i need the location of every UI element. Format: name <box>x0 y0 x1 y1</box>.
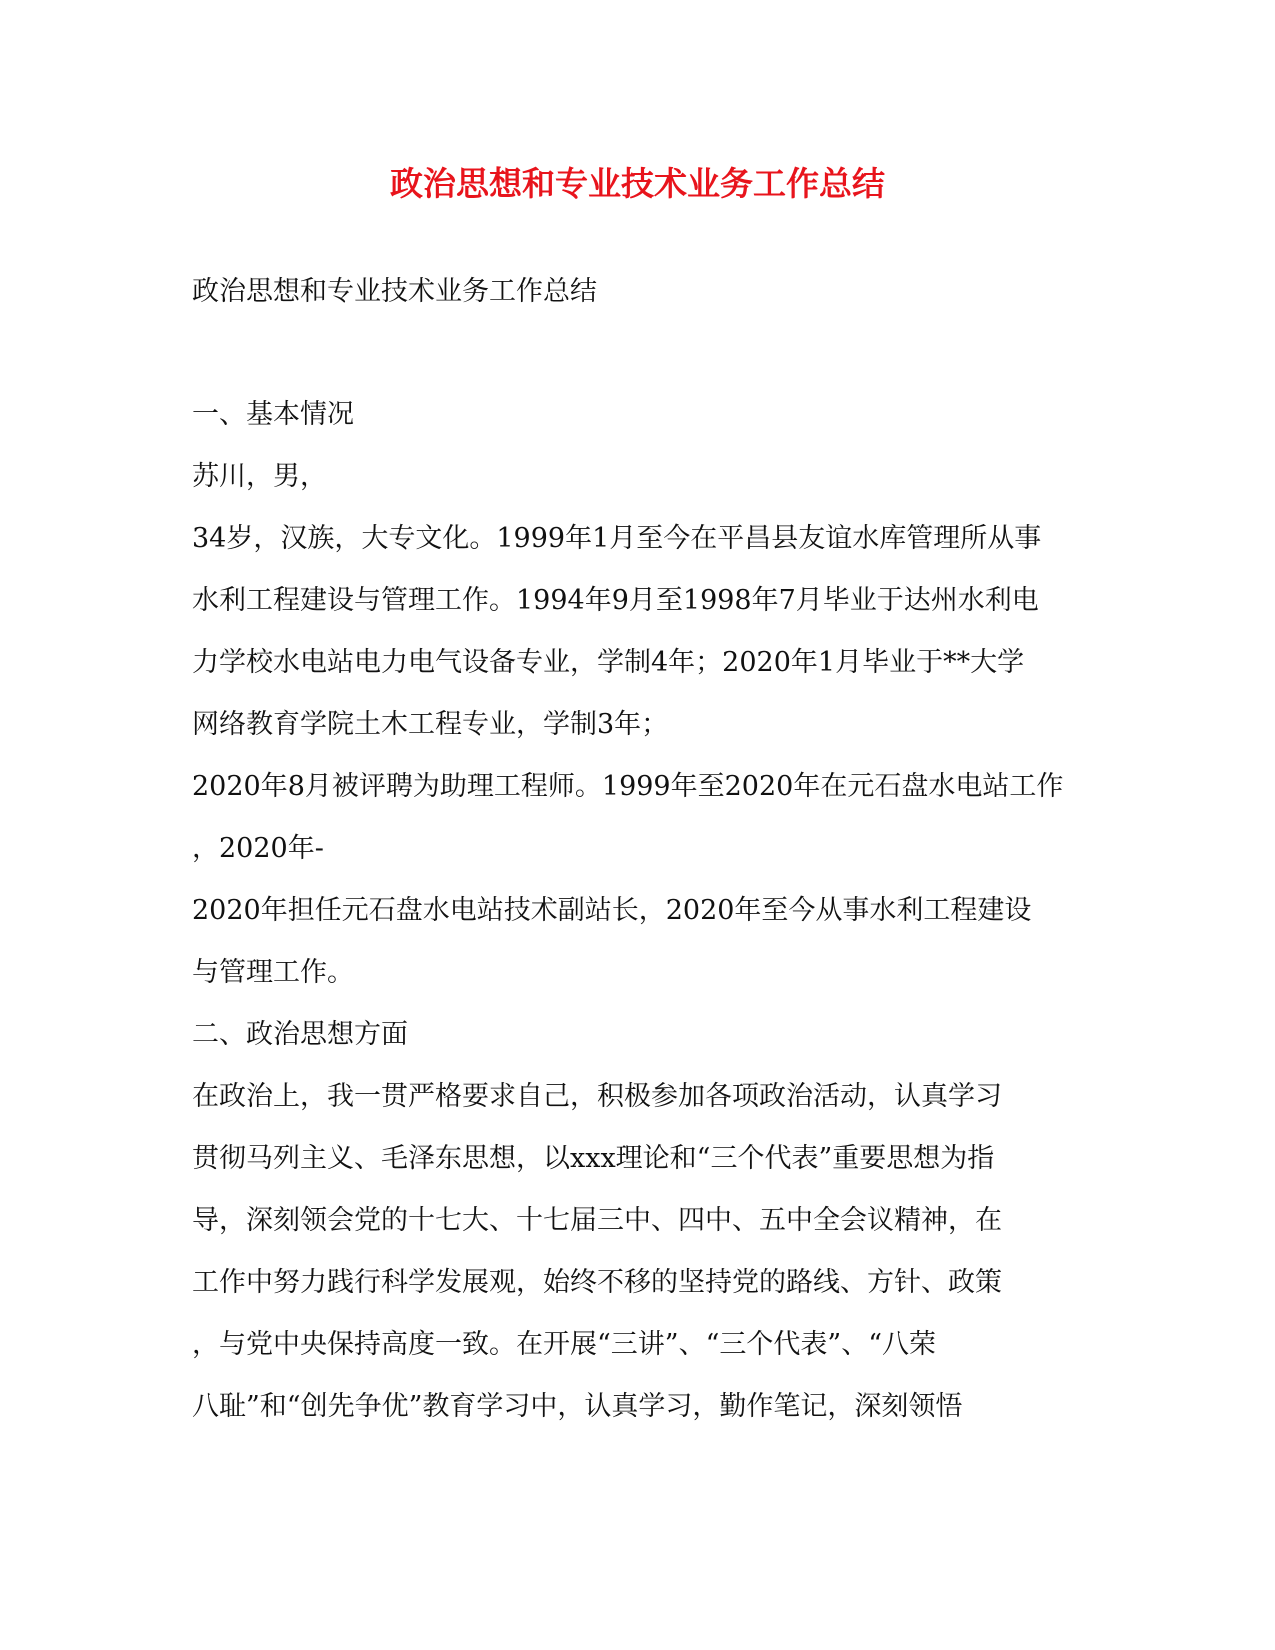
subtitle-line: 政治思想和专业技术业务工作总结 <box>192 276 597 307</box>
body-line: 水利工程建设与管理工作。1994年9月至1998年7月毕业于达州水利电 <box>192 585 1039 616</box>
body-line: ，与党中央保持高度一致。在开展“三讲”、“三个代表”、“八荣 <box>192 1329 937 1360</box>
body-line: 34岁，汉族，大专文化。1999年1月至今在平昌县友谊水库管理所从事 <box>192 523 1042 554</box>
body-line: 在政治上，我一贯严格要求自己，积极参加各项政治活动，认真学习 <box>192 1081 1002 1112</box>
body-line: ，2020年- <box>192 833 324 864</box>
body-line: 工作中努力践行科学发展观，始终不移的坚持党的路线、方针、政策 <box>192 1267 1002 1298</box>
document-title: 政治思想和专业技术业务工作总结 <box>390 164 885 203</box>
body-line: 苏川，男， <box>192 461 327 492</box>
body-line: 网络教育学院土木工程专业，学制3年； <box>192 709 669 740</box>
section-heading: 二、政治思想方面 <box>192 1019 408 1050</box>
body-line: 2020年担任元石盘水电站技术副站长，2020年至今从事水利工程建设 <box>192 895 1032 926</box>
body-line: 贯彻马列主义、毛泽东思想，以xxx理论和“三个代表”重要思想为指 <box>192 1143 995 1174</box>
section-heading: 一、基本情况 <box>192 399 354 430</box>
body-line: 2020年8月被评聘为助理工程师。1999年至2020年在元石盘水电站工作 <box>192 771 1064 802</box>
body-line: 力学校水电站电力电气设备专业，学制4年；2020年1月毕业于**大学 <box>192 647 1025 678</box>
body-line: 导，深刻领会党的十七大、十七届三中、四中、五中全会议精神，在 <box>192 1205 1002 1236</box>
body-line: 与管理工作。 <box>192 957 354 988</box>
body-line: 八耻”和“创先争优”教育学习中，认真学习，勤作笔记，深刻领悟 <box>192 1391 963 1422</box>
